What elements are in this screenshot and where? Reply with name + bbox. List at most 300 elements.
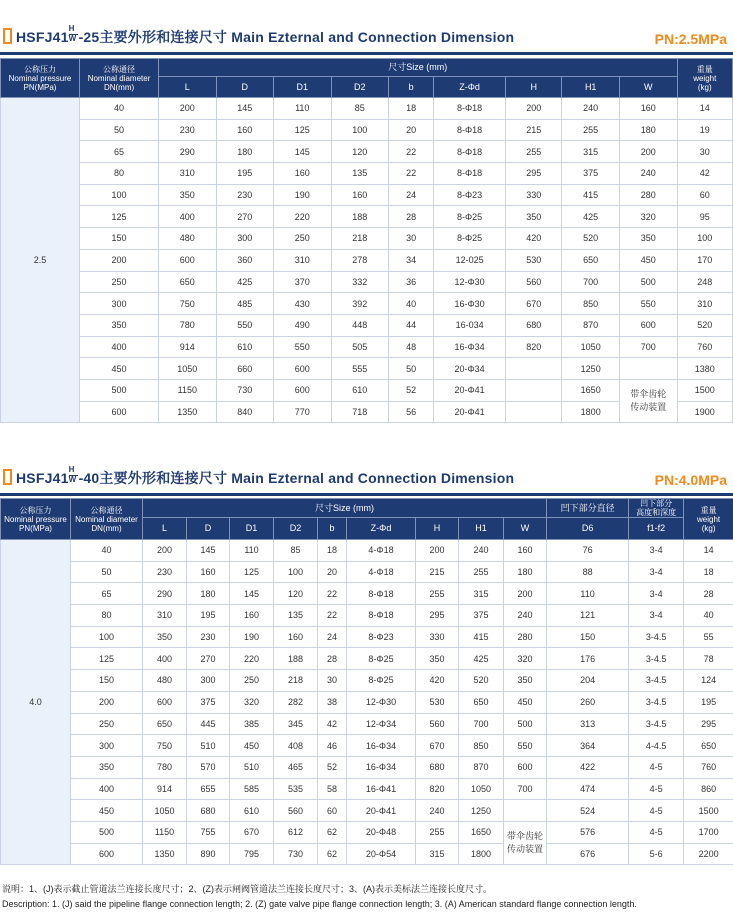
table-cell: 612 [274, 821, 318, 843]
section1-pressure-rating: PN:2.5MPa [654, 31, 727, 47]
table-cell: 290 [143, 583, 187, 605]
dn-cell: 250 [71, 713, 143, 735]
table-cell: 250 [274, 228, 331, 250]
table-cell: 270 [187, 648, 230, 670]
table-cell: 12-Φ30 [434, 271, 506, 293]
table-cell: 1050 [562, 336, 619, 358]
dn-cell: 400 [71, 778, 143, 800]
dn-cell: 500 [80, 379, 159, 401]
table-cell: 600 [274, 358, 331, 380]
table-cell: 60 [677, 184, 732, 206]
table-cell: 1800 [459, 843, 504, 865]
table-cell: 240 [416, 800, 459, 822]
table-cell: 95 [677, 206, 732, 228]
dn-cell: 200 [80, 249, 159, 271]
table-cell: 270 [216, 206, 273, 228]
table-cell: 280 [504, 626, 547, 648]
table-cell: 278 [331, 249, 388, 271]
table-cell: 8-Φ18 [347, 605, 416, 627]
col-header: Z-Φd [434, 77, 506, 98]
table-cell: 52 [389, 379, 434, 401]
table-cell: 124 [684, 670, 733, 692]
table-cell: 555 [331, 358, 388, 380]
table-cell: 1700 [684, 821, 733, 843]
table-cell: 600 [274, 379, 331, 401]
table-cell: 780 [159, 314, 216, 336]
col-header: D [187, 518, 230, 540]
table-cell: 4-4.5 [629, 735, 684, 757]
table-cell: 1150 [143, 821, 187, 843]
table-cell: 300 [187, 670, 230, 692]
table-cell: 1050 [143, 800, 187, 822]
table-cell: 24 [318, 626, 347, 648]
title-marker-icon [3, 28, 12, 44]
table-cell: 8-Φ25 [434, 206, 506, 228]
table-row [1, 605, 733, 627]
section2-pressure-rating: PN:4.0MPa [654, 472, 727, 488]
table-cell: 700 [562, 271, 619, 293]
table-cell: 415 [562, 184, 619, 206]
table-row [1, 141, 733, 163]
table-cell: 8-Φ23 [347, 626, 416, 648]
table-cell: 850 [459, 735, 504, 757]
table-cell: 20-Φ34 [434, 358, 506, 380]
table-cell: 160 [230, 605, 274, 627]
table-cell: 62 [318, 821, 347, 843]
table-cell: 4-Φ18 [347, 540, 416, 562]
table-cell: 3-4 [629, 605, 684, 627]
table-cell: 76 [547, 540, 629, 562]
table-cell: 392 [331, 293, 388, 315]
table-cell: 510 [230, 756, 274, 778]
table-cell: 48 [389, 336, 434, 358]
table-cell: 12-Φ34 [347, 713, 416, 735]
table-cell: 770 [274, 401, 331, 423]
table-cell: 14 [684, 540, 733, 562]
table-cell: 60 [318, 800, 347, 822]
table-cell: 350 [619, 228, 677, 250]
table-cell: 676 [547, 843, 629, 865]
table-row [1, 756, 733, 778]
table-row [1, 561, 733, 583]
table-cell: 350 [506, 206, 562, 228]
table-cell: 145 [274, 141, 331, 163]
table-row [1, 206, 733, 228]
table-cell: 200 [159, 98, 216, 120]
hdr-size: 尺寸Size (mm) [143, 499, 547, 518]
table-cell: 600 [143, 691, 187, 713]
table-cell: 520 [562, 228, 619, 250]
table-cell: 350 [504, 670, 547, 692]
dn-cell: 40 [80, 98, 159, 120]
table-cell: 3-4.5 [629, 691, 684, 713]
table-cell: 22 [318, 605, 347, 627]
table-cell: 1650 [459, 821, 504, 843]
dn-cell: 450 [71, 800, 143, 822]
table-cell: 4-Φ18 [347, 561, 416, 583]
table-cell: 660 [216, 358, 273, 380]
col-header: b [318, 518, 347, 540]
col-header: D6 [547, 518, 629, 540]
table-cell: 12-025 [434, 249, 506, 271]
table-cell: 535 [274, 778, 318, 800]
table-cell: 18 [389, 98, 434, 120]
dn-cell: 40 [71, 540, 143, 562]
table-cell: 255 [562, 119, 619, 141]
table-cell: 680 [416, 756, 459, 778]
dn-cell: 500 [71, 821, 143, 843]
col-header: f1-f2 [629, 518, 684, 540]
dn-cell: 250 [80, 271, 159, 293]
table-cell: 200 [506, 98, 562, 120]
table-row [1, 249, 733, 271]
table-cell: 320 [504, 648, 547, 670]
section1-title-bar [0, 24, 733, 50]
table-cell: 100 [677, 228, 732, 250]
col-header: L [143, 518, 187, 540]
table-cell: 16-Φ41 [347, 778, 416, 800]
table-cell: 40 [684, 605, 733, 627]
table-cell: 20-Φ48 [347, 821, 416, 843]
table-row [1, 540, 733, 562]
table-cell: 820 [506, 336, 562, 358]
table-cell: 170 [677, 249, 732, 271]
table-cell [504, 800, 547, 822]
table-cell: 20-Φ41 [434, 401, 506, 423]
table-cell: 30 [318, 670, 347, 692]
col-header: H1 [459, 518, 504, 540]
table-cell: 20-Φ41 [347, 800, 416, 822]
table-cell: 450 [504, 691, 547, 713]
dn-cell: 80 [80, 163, 159, 185]
table-cell: 8-Φ18 [434, 141, 506, 163]
table-cell: 200 [619, 141, 677, 163]
table-cell: 195 [216, 163, 273, 185]
table-cell: 650 [143, 713, 187, 735]
hdr-pressure: 公称压力 Nominal pressure PN(MPa) [1, 59, 80, 98]
section2-title: HSFJ41 $\frac{H}{W}$ -40主要外形和连接尺寸 Main Ezternal and Connection Dimension [16, 465, 515, 486]
table-cell: 550 [619, 293, 677, 315]
dn-cell: 100 [71, 626, 143, 648]
table-cell: 200 [504, 583, 547, 605]
table-cell: 560 [274, 800, 318, 822]
table-cell: 670 [230, 821, 274, 843]
dn-cell: 80 [71, 605, 143, 627]
table-cell: 375 [187, 691, 230, 713]
table-cell: 58 [318, 778, 347, 800]
dn-cell: 400 [80, 336, 159, 358]
table-cell: 310 [677, 293, 732, 315]
table-cell: 600 [504, 756, 547, 778]
table-cell: 315 [416, 843, 459, 865]
table-cell: 700 [504, 778, 547, 800]
table-cell: 1250 [562, 358, 619, 380]
table-cell: 230 [143, 561, 187, 583]
pressure-cell: 4.0 [1, 540, 71, 865]
table-cell: 3-4 [629, 583, 684, 605]
table-cell: 18 [318, 540, 347, 562]
table-cell: 680 [506, 314, 562, 336]
table-cell: 280 [619, 184, 677, 206]
table-cell: 135 [274, 605, 318, 627]
table-cell: 1050 [159, 358, 216, 380]
table-cell: 8-Φ25 [434, 228, 506, 250]
table-cell: 310 [159, 163, 216, 185]
table-cell: 560 [416, 713, 459, 735]
table-cell: 500 [504, 713, 547, 735]
table-cell: 870 [562, 314, 619, 336]
table-cell: 350 [416, 648, 459, 670]
table-cell: 914 [159, 336, 216, 358]
table-cell: 315 [562, 141, 619, 163]
table-cell: 505 [331, 336, 388, 358]
table-cell: 110 [547, 583, 629, 605]
table-cell: 370 [274, 271, 331, 293]
table-cell: 795 [230, 843, 274, 865]
table-cell: 160 [187, 561, 230, 583]
table-cell: 22 [318, 583, 347, 605]
table-cell: 42 [677, 163, 732, 185]
table-cell: 44 [389, 314, 434, 336]
table-cell: 16-Φ34 [347, 735, 416, 757]
table-cell: 110 [230, 540, 274, 562]
table-cell: 20-Φ41 [434, 379, 506, 401]
table-cell: 100 [331, 119, 388, 141]
table-row [1, 228, 733, 250]
col-header: D1 [274, 77, 331, 98]
table-cell: 700 [619, 336, 677, 358]
table-row [1, 119, 733, 141]
table-cell: 1380 [677, 358, 732, 380]
table-cell: 350 [159, 184, 216, 206]
table-cell: 400 [159, 206, 216, 228]
table-cell: 250 [230, 670, 274, 692]
col-header: W [504, 518, 547, 540]
table-cell: 38 [318, 691, 347, 713]
table-cell: 150 [547, 626, 629, 648]
table-cell: 345 [274, 713, 318, 735]
table-cell: 350 [143, 626, 187, 648]
table-cell: 4-5 [629, 778, 684, 800]
table-cell: 310 [143, 605, 187, 627]
table-cell: 850 [562, 293, 619, 315]
table-cell [506, 401, 562, 423]
table-cell: 180 [216, 141, 273, 163]
table-cell: 425 [459, 648, 504, 670]
table-row [1, 821, 733, 843]
table-cell: 550 [216, 314, 273, 336]
pressure-cell: 2.5 [1, 98, 80, 423]
table-cell: 12-Φ30 [347, 691, 416, 713]
table-cell: 215 [506, 119, 562, 141]
table-cell: 160 [216, 119, 273, 141]
table-cell: 718 [331, 401, 388, 423]
table-cell: 16-034 [434, 314, 506, 336]
notes-chinese: 说明：1、(J)表示截止管道法兰连接长度尺寸；2、(Z)表示闸阀管道法兰连接长度尺寸；3、(A)表示美标法兰连接长度尺寸。 [2, 884, 493, 894]
dn-cell: 125 [71, 648, 143, 670]
table-cell: 120 [331, 141, 388, 163]
table-cell: 480 [159, 228, 216, 250]
dn-cell: 100 [80, 184, 159, 206]
section1-divider [0, 52, 733, 55]
hdr-weight: 重量 weight (kg) [677, 59, 732, 98]
table-cell: 474 [547, 778, 629, 800]
table-cell: 750 [159, 293, 216, 315]
table-cell: 730 [274, 843, 318, 865]
table-cell: 180 [619, 119, 677, 141]
table-cell: 780 [143, 756, 187, 778]
table-cell: 240 [459, 540, 504, 562]
section2-table [0, 498, 733, 865]
table-cell: 8-Φ18 [434, 163, 506, 185]
table-row [1, 358, 733, 380]
table-cell: 255 [416, 821, 459, 843]
table-cell [506, 379, 562, 401]
table-row [1, 670, 733, 692]
col-header: D1 [230, 518, 274, 540]
table-cell: 408 [274, 735, 318, 757]
dn-cell: 450 [80, 358, 159, 380]
dn-cell: 600 [71, 843, 143, 865]
section1-title: HSFJ41 $\frac{H}{W}$ -25主要外形和连接尺寸 Main Ezternal and Connection Dimension [16, 24, 515, 45]
table-cell: 255 [459, 561, 504, 583]
col-header: L [159, 77, 216, 98]
table-cell: 4-5 [629, 756, 684, 778]
dn-cell: 300 [80, 293, 159, 315]
table-cell: 160 [504, 540, 547, 562]
hdr-pressure: 公称压力 Nominal pressure PN(MPa) [1, 499, 71, 540]
table-cell: 415 [459, 626, 504, 648]
table-cell: 230 [187, 626, 230, 648]
table-cell: 680 [187, 800, 230, 822]
table-cell [619, 358, 677, 380]
table-cell: 870 [459, 756, 504, 778]
table-cell: 330 [506, 184, 562, 206]
table-cell: 255 [416, 583, 459, 605]
table-cell: 19 [677, 119, 732, 141]
table-cell: 385 [230, 713, 274, 735]
table-cell: 1500 [677, 379, 732, 401]
table-cell: 425 [562, 206, 619, 228]
table-cell: 550 [274, 336, 331, 358]
table-cell: 1250 [459, 800, 504, 822]
table-cell: 62 [318, 843, 347, 865]
table-row [1, 778, 733, 800]
table-cell: 5-6 [629, 843, 684, 865]
table-cell: 30 [677, 141, 732, 163]
table-cell: 282 [274, 691, 318, 713]
table-cell: 860 [684, 778, 733, 800]
table-cell: 20 [389, 119, 434, 141]
table-row [1, 626, 733, 648]
table-cell: 485 [216, 293, 273, 315]
table-row [1, 293, 733, 315]
table-cell: 820 [416, 778, 459, 800]
table-cell: 445 [187, 713, 230, 735]
table-cell: 1500 [684, 800, 733, 822]
gear-drive-note: 带伞齿轮 传动装置 [619, 379, 677, 422]
table-cell: 320 [230, 691, 274, 713]
table-cell: 650 [684, 735, 733, 757]
table-cell: 215 [416, 561, 459, 583]
section2-title-bar [0, 465, 733, 491]
table-cell: 450 [619, 249, 677, 271]
table-cell: 230 [159, 119, 216, 141]
table-cell: 2200 [684, 843, 733, 865]
table-cell: 85 [274, 540, 318, 562]
table-cell: 755 [187, 821, 230, 843]
table-cell: 1900 [677, 401, 732, 423]
table-cell: 360 [216, 249, 273, 271]
table-cell: 24 [389, 184, 434, 206]
table-cell: 248 [677, 271, 732, 293]
dn-cell: 50 [80, 119, 159, 141]
table-row [1, 583, 733, 605]
table-cell: 400 [143, 648, 187, 670]
table-cell: 320 [619, 206, 677, 228]
table-cell: 190 [230, 626, 274, 648]
table-cell: 160 [274, 163, 331, 185]
table-cell: 160 [331, 184, 388, 206]
table-row [1, 648, 733, 670]
table-cell: 110 [274, 98, 331, 120]
table-cell: 3-4.5 [629, 626, 684, 648]
table-cell: 730 [216, 379, 273, 401]
table-cell: 160 [619, 98, 677, 120]
table-cell: 760 [677, 336, 732, 358]
section1-table [0, 58, 733, 423]
table-cell: 22 [389, 163, 434, 185]
dn-cell: 200 [71, 691, 143, 713]
table-cell: 40 [389, 293, 434, 315]
col-header: H [506, 77, 562, 98]
table-cell: 610 [331, 379, 388, 401]
table-cell: 18 [684, 561, 733, 583]
table-cell: 195 [187, 605, 230, 627]
table-cell: 36 [389, 271, 434, 293]
table-cell: 760 [684, 756, 733, 778]
table-cell: 8-Φ18 [347, 583, 416, 605]
table-cell: 230 [216, 184, 273, 206]
table-cell: 188 [274, 648, 318, 670]
table-cell: 30 [389, 228, 434, 250]
table-cell: 520 [459, 670, 504, 692]
col-header: Z-Φd [347, 518, 416, 540]
table-cell: 1150 [159, 379, 216, 401]
table-cell: 145 [230, 583, 274, 605]
hdr-size: 尺寸Size (mm) [159, 59, 677, 77]
col-header: W [619, 77, 677, 98]
table-cell: 220 [230, 648, 274, 670]
table-cell: 180 [187, 583, 230, 605]
table-row [1, 271, 733, 293]
table-cell: 220 [274, 206, 331, 228]
table-cell: 450 [230, 735, 274, 757]
table-cell: 8-Φ18 [434, 119, 506, 141]
col-header: b [389, 77, 434, 98]
table-cell: 840 [216, 401, 273, 423]
table-cell: 85 [331, 98, 388, 120]
table-cell: 135 [331, 163, 388, 185]
table-cell: 20-Φ54 [347, 843, 416, 865]
table-cell: 28 [389, 206, 434, 228]
table-cell: 78 [684, 648, 733, 670]
table-row [1, 800, 733, 822]
table-cell: 550 [504, 735, 547, 757]
table-cell: 14 [677, 98, 732, 120]
col-header: H1 [562, 77, 619, 98]
dn-cell: 65 [71, 583, 143, 605]
